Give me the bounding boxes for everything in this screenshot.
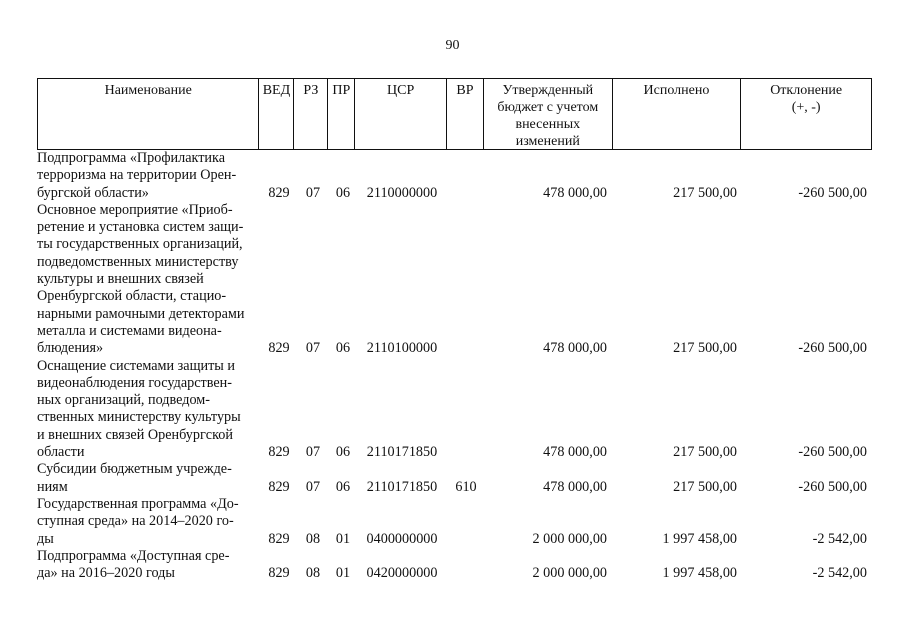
cell-csr: 0400000000: [366, 530, 438, 547]
cell-deviation: -260 500,00: [798, 340, 867, 357]
table-row: [37, 496, 872, 548]
header-pr: ПР: [328, 79, 355, 149]
cell-budget: 2 000 000,00: [532, 530, 607, 547]
name-line: видеонаблюдения государствен-: [37, 374, 232, 391]
name-line: нарными рамочными детекторами: [37, 305, 245, 322]
cell-rz: 07: [305, 478, 321, 495]
cell-pr: 06: [335, 478, 351, 495]
cell-executed: 1 997 458,00: [662, 530, 737, 547]
cell-executed: 1 997 458,00: [662, 565, 737, 582]
header-vr: ВР: [447, 79, 484, 149]
table-row: [37, 358, 872, 462]
table-body: [37, 150, 872, 582]
header-executed: Исполнено: [613, 79, 742, 149]
name-line: и внешних связей Оренбургской: [37, 426, 233, 443]
cell-pr: 06: [335, 340, 351, 357]
cell-deviation: -2 542,00: [812, 530, 867, 547]
cell-csr: 2110171850: [366, 478, 438, 495]
cell-ved: 829: [268, 184, 290, 201]
name-line: культуры и внешних связей: [37, 271, 204, 288]
cell-ved: 829: [268, 340, 290, 357]
cell-budget: 478 000,00: [543, 340, 607, 357]
cell-name: [37, 496, 259, 548]
cell-executed: 217 500,00: [673, 478, 737, 495]
header-budget-line: Утвержденный: [502, 83, 594, 98]
cell-deviation: -260 500,00: [798, 444, 867, 461]
name-line: металла и системами видеона-: [37, 322, 222, 339]
name-line: ственных министерству культуры: [37, 409, 241, 426]
page-number: 90: [445, 38, 460, 53]
cell-budget: 2 000 000,00: [532, 565, 607, 582]
cell-deviation: -260 500,00: [798, 478, 867, 495]
cell-executed: 217 500,00: [673, 340, 737, 357]
cell-csr: 2110171850: [366, 444, 438, 461]
header-budget-line: внесенных: [515, 117, 581, 132]
table-header: [37, 78, 872, 150]
header-budget-line: изменений: [515, 134, 580, 149]
name-line: Государственная программа «До-: [37, 495, 239, 512]
name-line: Субсидии бюджетным учрежде-: [37, 461, 232, 478]
name-line: ретение и установка систем защи-: [37, 219, 244, 236]
name-line: блюдения»: [37, 340, 104, 357]
name-line: Подпрограмма «Доступная сре-: [37, 547, 230, 564]
name-line: ниям: [37, 478, 68, 495]
cell-csr: 2110000000: [366, 184, 438, 201]
cell-ved: 829: [268, 478, 290, 495]
cell-pr: 01: [335, 565, 351, 582]
header-deviation-line: Отклонение: [770, 83, 843, 98]
table-row: [37, 202, 872, 358]
cell-pr: 01: [335, 530, 351, 547]
header-rz: РЗ: [294, 79, 328, 149]
name-line: бургской области»: [37, 184, 149, 201]
cell-vr: 610: [455, 478, 477, 495]
cell-ved: 829: [268, 530, 290, 547]
table-row: [37, 548, 872, 583]
cell-rz: 08: [305, 530, 321, 547]
cell-executed: 217 500,00: [673, 184, 737, 201]
cell-name: [37, 202, 259, 358]
cell-rz: 07: [305, 184, 321, 201]
cell-name: [37, 461, 259, 496]
cell-rz: 07: [305, 340, 321, 357]
name-line: ды: [37, 530, 54, 547]
name-line: ных организаций, подведом-: [37, 392, 210, 409]
cell-name: [37, 358, 259, 462]
name-line: ступная среда» на 2014–2020 го-: [37, 513, 234, 530]
header-deviation-line: (+, -): [791, 100, 821, 115]
header-deviation: [741, 79, 871, 149]
cell-ved: 829: [268, 565, 290, 582]
cell-rz: 07: [305, 444, 321, 461]
name-line: подведомственных министерству: [37, 253, 239, 270]
cell-budget: 478 000,00: [543, 478, 607, 495]
name-line: области: [37, 444, 85, 461]
cell-rz: 08: [305, 565, 321, 582]
cell-deviation: -2 542,00: [812, 565, 867, 582]
cell-executed: 217 500,00: [673, 444, 737, 461]
name-line: Оснащение системами защиты и: [37, 357, 235, 374]
header-budget: [484, 79, 613, 149]
name-line: Основное мероприятие «Приоб-: [37, 201, 233, 218]
cell-budget: 478 000,00: [543, 444, 607, 461]
cell-deviation: -260 500,00: [798, 184, 867, 201]
name-line: да» на 2016–2020 годы: [37, 565, 175, 582]
header-ved: ВЕД: [259, 79, 294, 149]
cell-csr: 2110100000: [366, 340, 438, 357]
cell-name: [37, 548, 259, 583]
cell-name: [37, 150, 259, 202]
name-line: ты государственных организаций,: [37, 236, 243, 253]
cell-csr: 0420000000: [366, 565, 438, 582]
name-line: терроризма на территории Орен-: [37, 167, 237, 184]
table-row: [37, 150, 872, 202]
header-csr: ЦСР: [355, 79, 447, 149]
name-line: Подпрограмма «Профилактика: [37, 150, 226, 166]
header-budget-line: бюджет с учетом: [497, 100, 599, 115]
name-line: Оренбургской области, стацио-: [37, 288, 227, 305]
cell-pr: 06: [335, 184, 351, 201]
table-row: [37, 461, 872, 496]
cell-pr: 06: [335, 444, 351, 461]
header-name: Наименование: [38, 79, 259, 149]
cell-ved: 829: [268, 444, 290, 461]
cell-budget: 478 000,00: [543, 184, 607, 201]
